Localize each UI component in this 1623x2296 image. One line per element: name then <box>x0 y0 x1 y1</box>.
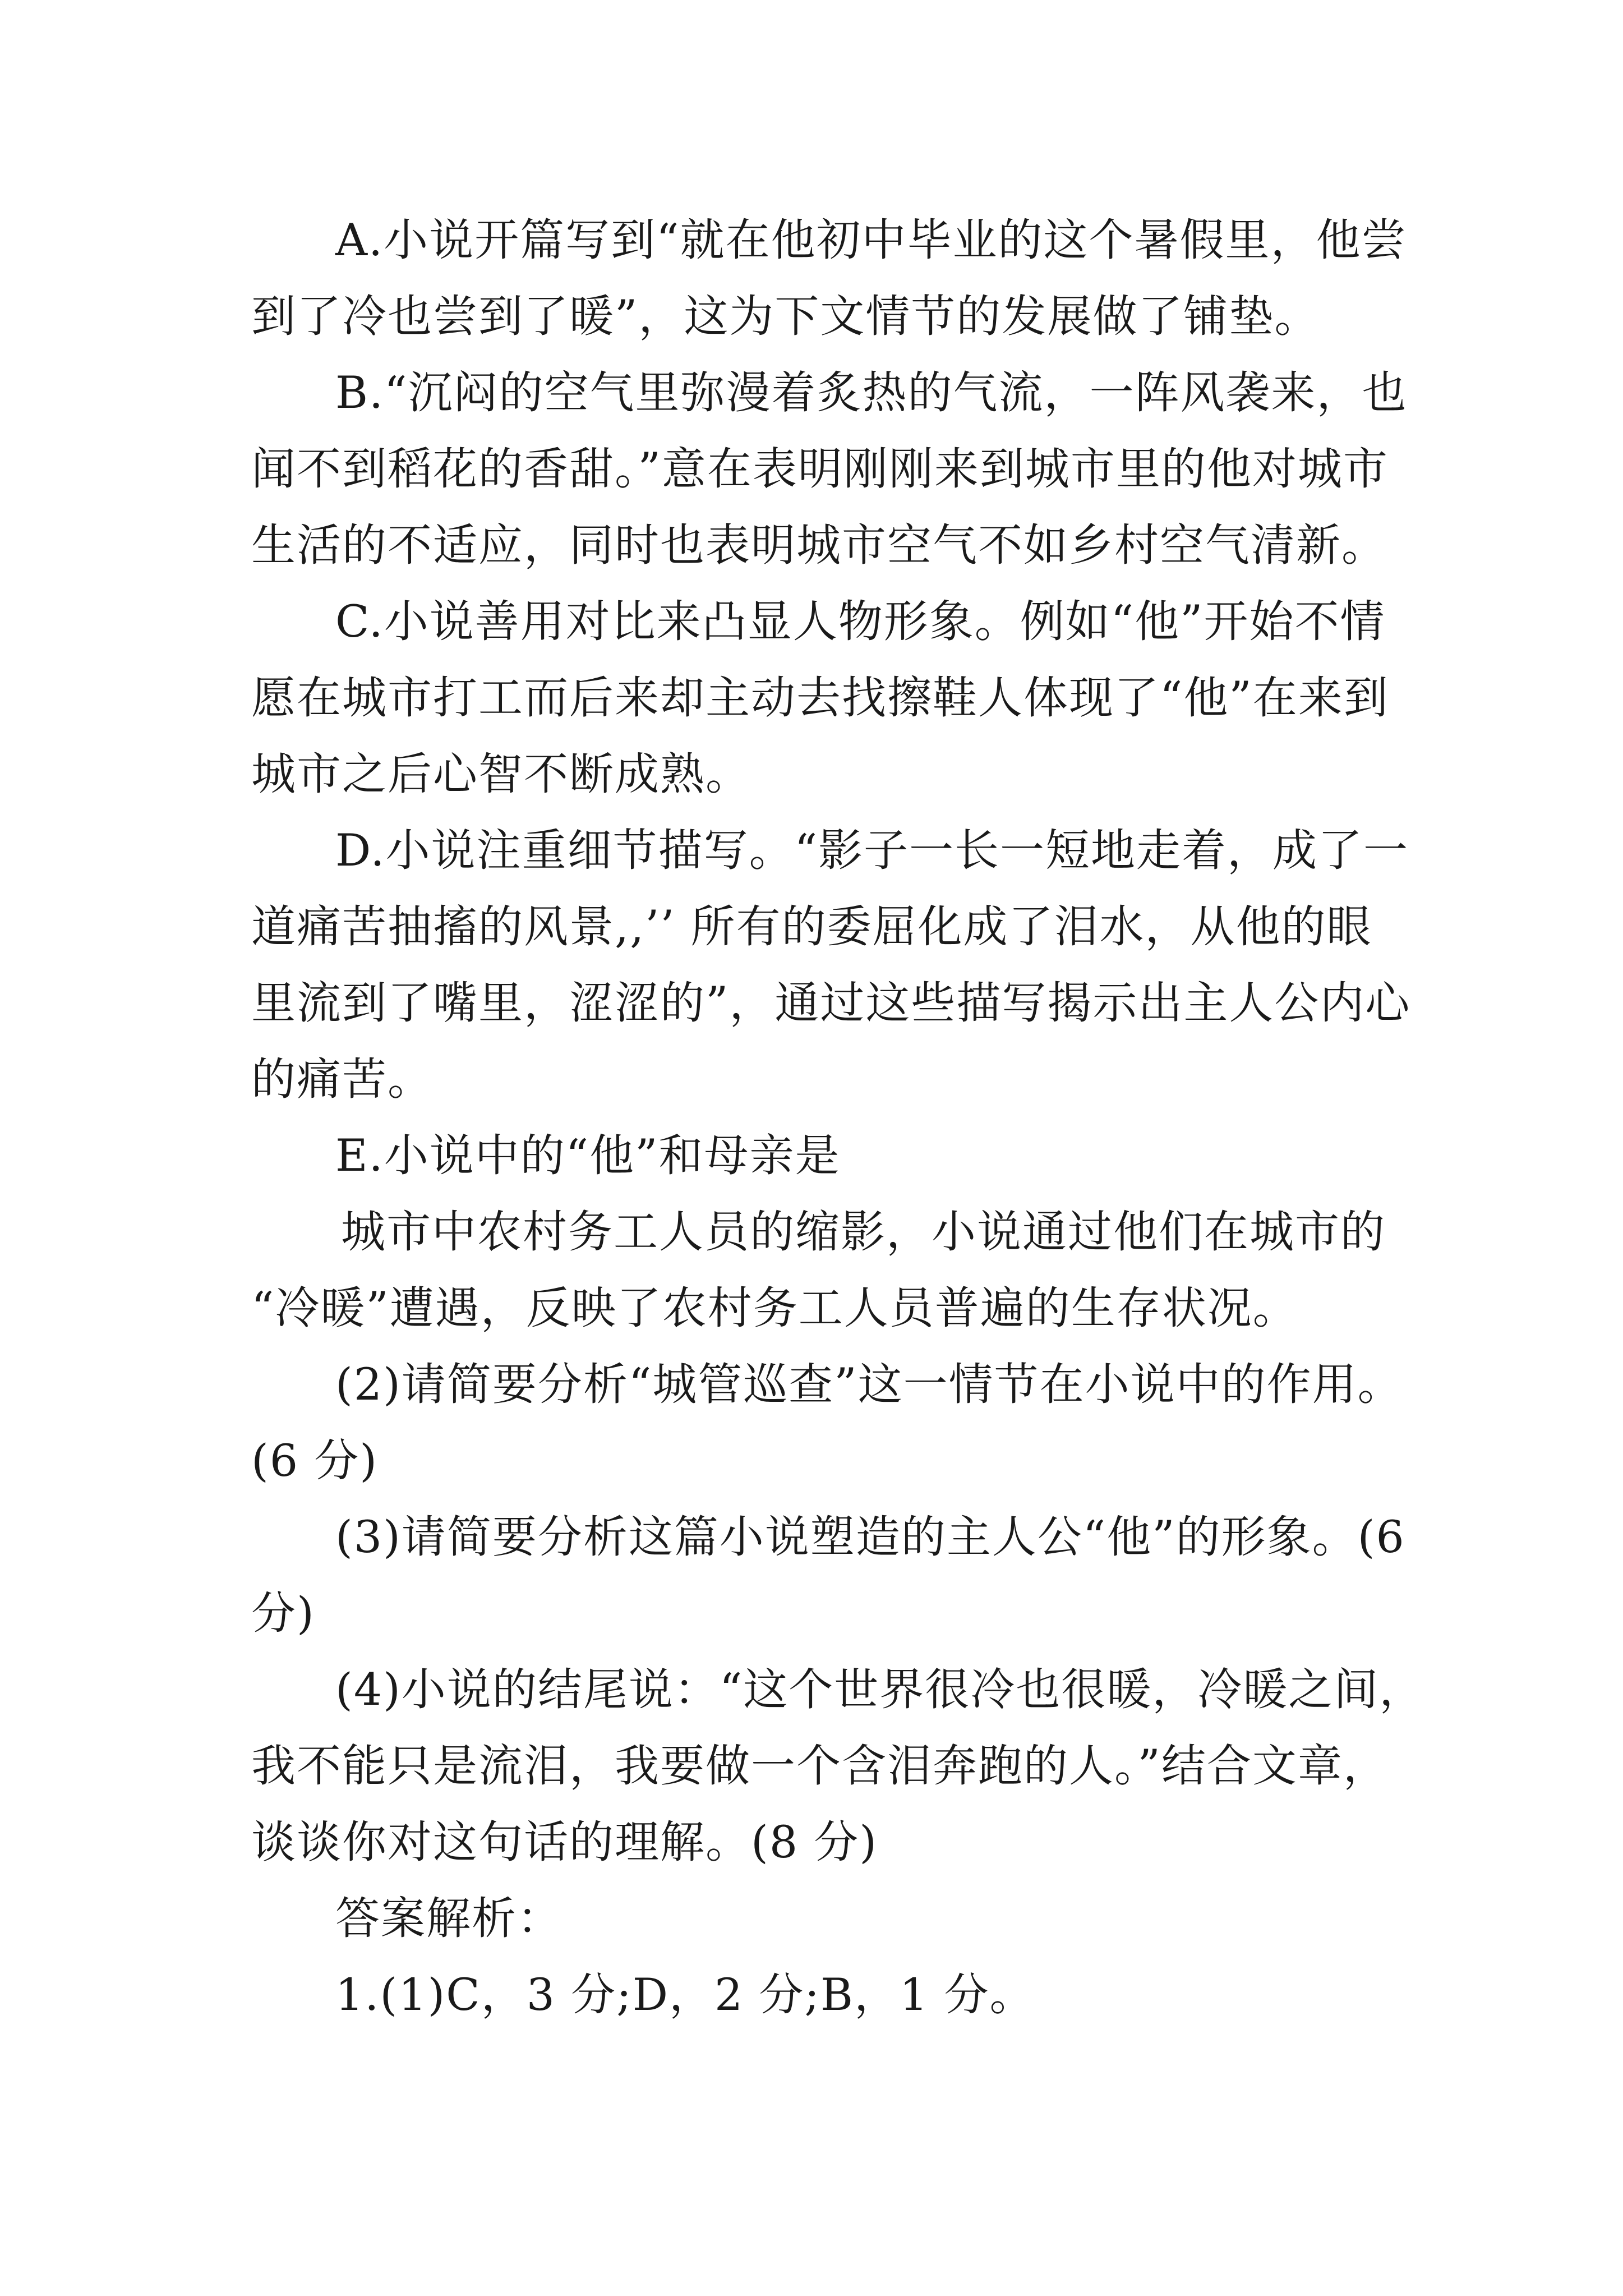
answer-heading: 答案解析： <box>335 1893 562 1944</box>
option-e-line-3: “冷暖”遭遇，反映了农村务工人员普遍的生存状况。 <box>251 1282 1298 1334</box>
question-3-line-1: (3)请简要分析这篇小说塑造的主人公“他”的形象。(6 <box>335 1511 1405 1563</box>
option-a-line-1: A.小说开篇写到“就在他初中毕业的这个暑假里，他尝 <box>335 214 1407 266</box>
option-d-line-1: D.小说注重细节描写。“影子一长一短地走着，成了一 <box>335 825 1409 876</box>
option-d-line-3: 里流到了嘴里，涩涩的”，通过这些描写揭示出主人公内心 <box>251 977 1411 1029</box>
option-a-line-2: 到了冷也尝到了暖”，这为下文情节的发展做了铺垫。 <box>251 291 1320 342</box>
option-d-line-2: 道痛苦抽搐的风景,,’’ 所有的委屈化成了泪水，从他的眼 <box>251 901 1372 953</box>
question-2-line-2: (6 分) <box>251 1435 379 1487</box>
option-c-line-2: 愿在城市打工而后来却主动去找擦鞋人体现了“他”在来到 <box>251 672 1389 724</box>
option-b-line-2: 闻不到稻花的香甜。”意在表明刚刚来到城市里的他对城市 <box>251 443 1389 495</box>
option-e-line-1: E.小说中的“他”和母亲是 <box>335 1130 841 1181</box>
question-4-line-1: (4)小说的结尾说：“这个世界很冷也很暖，冷暖之间， <box>335 1664 1425 1715</box>
option-c-line-1: C.小说善用对比来凸显人物形象。例如“他”开始不情 <box>335 596 1386 647</box>
question-3-line-2: 分) <box>251 1588 315 1639</box>
option-e-line-2: 城市中农村务工人员的缩影，小说通过他们在城市的 <box>341 1206 1386 1258</box>
document-page <box>251 202 1425 2033</box>
option-b-line-1: B.“沉闷的空气里弥漫着炙热的气流，一阵风袭来，也 <box>335 367 1408 418</box>
answer-line-1: 1.(1)C，3 分;D，2 分;B，1 分。 <box>335 1969 1035 2021</box>
question-4-line-3: 谈谈你对这句话的理解。(8 分) <box>251 1816 878 1868</box>
option-b-line-3: 生活的不适应，同时也表明城市空气不如乡村空气清新。 <box>251 519 1387 571</box>
option-c-line-3: 城市之后心智不断成熟。 <box>251 748 751 800</box>
option-d-line-4: 的痛苦。 <box>251 1053 433 1105</box>
question-4-line-2: 我不能只是流泪，我要做一个含泪奔跑的人。”结合文章， <box>251 1740 1389 1792</box>
question-2-line-1: (2)请简要分析“城管巡查”这一情节在小说中的作用。 <box>335 1359 1403 1410</box>
